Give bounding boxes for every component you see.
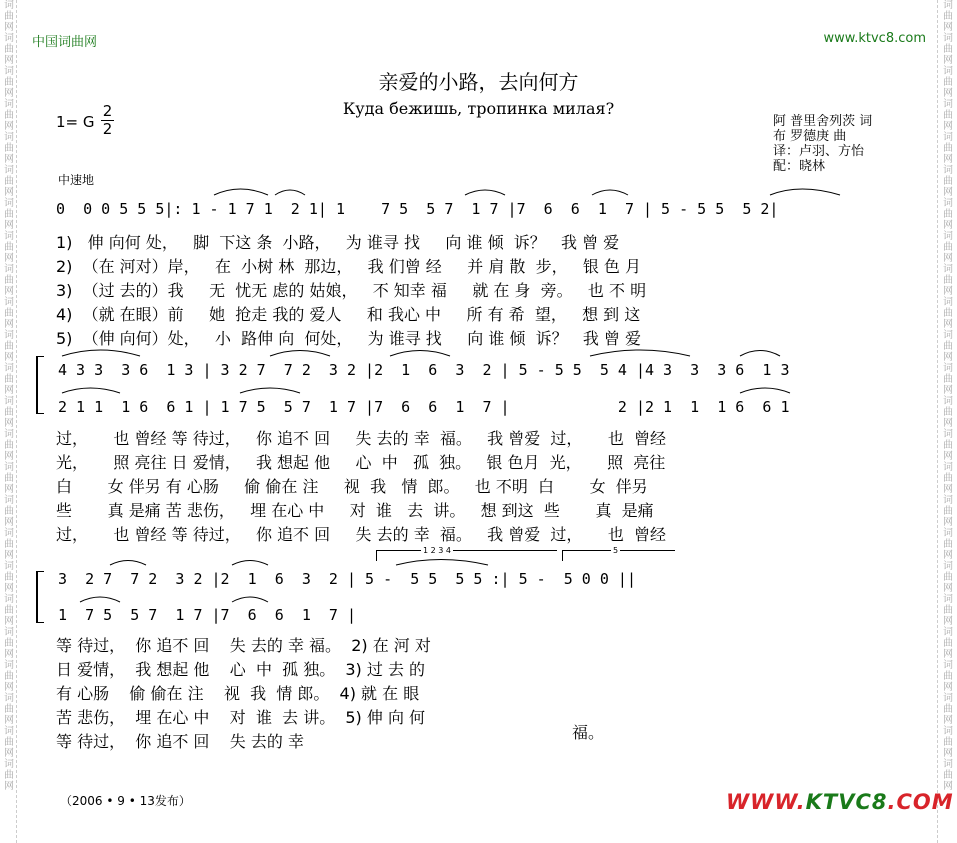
logo-part-b: KTVC8 [805, 790, 888, 814]
notes-row-1: 0 0 0 5 5 5|: 1 - 1 7 1 2 1| 1 7 5 5 7 1 7 |7 6 6 1 7 | 5 - 5 5 5 2| [56, 200, 779, 218]
watermark-glyph: 词 曲 网 [943, 330, 953, 363]
site-logo [726, 790, 954, 814]
credit-lyricist: 阿 普里舍列茨 词 [773, 114, 873, 129]
watermark-glyph: 词 曲 网 [4, 66, 14, 99]
tempo-marking: 中速地 [58, 173, 95, 187]
lyric-row-1-verse-1: 1) 伸 向何 处， 脚 下这 条 小路， 为 谁寻 找 向 谁 倾 诉？ 我 曾 爱 [56, 233, 620, 252]
watermark-glyph: 词 曲 网 [943, 0, 953, 33]
logo-part-a: WWW. [726, 790, 806, 814]
slur-arc [390, 351, 450, 357]
watermark-glyph: 词 曲 网 [4, 297, 14, 330]
lyric-row-1-verse-3: 3) （过 去的）我 无 忧无 虑的 姑娘， 不 知幸 福 就 在 身 旁。 也 不 明 [56, 281, 647, 300]
watermark-glyph: 词 曲 网 [943, 693, 953, 726]
watermark-glyph: 词 曲 网 [4, 759, 14, 792]
slur-arc [270, 351, 330, 357]
watermark-glyph: 词 曲 网 [943, 561, 953, 594]
watermark-glyph: 词 曲 网 [943, 33, 953, 66]
lyric-row-1-verse-4: 4) （就 在眼）前 她 抢走 我的 爱人 和 我心 中 所 有 希 望， 想 到 这 [56, 305, 641, 324]
watermark-glyph: 词 曲 网 [943, 132, 953, 165]
slur-arc [740, 351, 780, 357]
watermark-glyph: 词 曲 网 [4, 330, 14, 363]
watermark-glyph: 词 曲 网 [4, 462, 14, 495]
lyric-row-2-verse-4: 些 真 是痛 苦 悲伤， 埋 在心 中 对 谁 去 讲。 想 到这 些 真 是痛 [56, 501, 654, 520]
slur-arc [80, 597, 120, 602]
watermark-glyph: 词 曲 网 [943, 297, 953, 330]
watermark-glyph: 词 曲 网 [4, 627, 14, 660]
time-denominator: 2 [102, 120, 113, 138]
credit-translator: 译：卢羽、方怡 [773, 144, 865, 159]
watermark-glyph: 词 曲 网 [943, 462, 953, 495]
watermark-glyph: 词 曲 网 [943, 396, 953, 429]
slur-arc [62, 350, 140, 356]
lyric-row-2-verse-2: 光， 照 亮往 日 爱情， 我 想起 他 心 中 孤 独。 银 色月 光， 照 亮往 [56, 453, 666, 472]
lyric-row-3-verse-5: 等 待过， 你 追不 回 失 去的 幸 [56, 732, 304, 751]
lyric-row-3-verse-3: 有 心肠 偷 偷在 注 视 我 情 郎。 4) 就 在 眼 [56, 684, 420, 703]
watermark-glyph: 词 曲 网 [943, 759, 953, 792]
watermark-glyph: 词 曲 网 [4, 33, 14, 66]
slur-arc [396, 560, 488, 566]
logo-part-c: .COM [887, 790, 954, 814]
lyric-row-1-verse-2: 2) （在 河对）岸， 在 小树 林 那边， 我 们曾 经 并 肩 散 步， 银 色 月 [56, 257, 642, 276]
notes-row-2-upper: 4 3 3 3 6 1 3 | 3 2 7 7 2 3 2 |2 1 6 3 2 | 5 - 5 5 5 4 |4 3 3 3 6 1 3 [58, 361, 790, 379]
slur-arc [232, 597, 268, 602]
site-url-right: www.ktvc8.com [823, 31, 926, 46]
watermark-glyph: 词 曲 网 [4, 363, 14, 396]
lyric-row-3-verse-4: 苦 悲伤， 埋 在心 中 对 谁 去 讲。 5) 伸 向 何 [56, 708, 426, 727]
watermark-glyph: 词 曲 网 [4, 165, 14, 198]
lyric-row-3-verse-1: 等 待过， 你 追不 回 失 去的 幸 福。 2) 在 河 对 [56, 636, 431, 655]
song-title: 亲爱的小路，去向何方 [378, 70, 579, 94]
slur-arc [770, 189, 840, 195]
watermark-glyph: 词 曲 网 [943, 726, 953, 759]
slur-arc [62, 388, 120, 393]
watermark-glyph: 词 曲 网 [4, 231, 14, 264]
watermark-glyph: 词 曲 网 [4, 693, 14, 726]
watermark-glyph: 词 曲 网 [943, 495, 953, 528]
credit-composer: 布 罗德庚 曲 [773, 129, 847, 144]
slur-arc [240, 388, 300, 393]
volta-label-2: 5 [613, 546, 619, 555]
slur-arc [232, 561, 268, 566]
watermark-glyph: 词 曲 网 [4, 594, 14, 627]
slur-arc [275, 190, 305, 195]
watermark-glyph: 词 曲 网 [943, 165, 953, 198]
slur-arc [590, 350, 690, 356]
notes-row-2-lower: 2 1 1 1 6 6 1 | 1 7 5 5 7 1 7 |7 6 6 1 7 | 2 |2 1 1 1 6 6 1 [58, 398, 790, 416]
site-name-left: 中国词曲网 [32, 35, 98, 50]
credit-arranger: 配：晓林 [773, 159, 826, 174]
watermark-glyph: 词 曲 网 [943, 363, 953, 396]
key-signature: 1= G [56, 113, 95, 131]
watermark-glyph: 词 曲 网 [943, 528, 953, 561]
lyric-row-1-verse-5: 5) （伸 向何）处， 小 路伸 向 何处， 为 谁寻 找 向 谁 倾 诉？ 我 曾 爱 [56, 329, 642, 348]
watermark-glyph: 词 曲 网 [4, 495, 14, 528]
watermark-glyph: 词 曲 网 [4, 99, 14, 132]
watermark-glyph: 词 曲 网 [943, 198, 953, 231]
song-subtitle: Куда бежишь, тропинка милая? [342, 99, 615, 118]
watermark-glyph: 词 曲 网 [4, 132, 14, 165]
slur-arc [214, 189, 268, 195]
slur-arc [465, 190, 505, 195]
slur-arc [110, 561, 146, 566]
watermark-glyph: 词 曲 网 [4, 264, 14, 297]
watermark-glyph: 词 曲 网 [943, 594, 953, 627]
volta-label-1: 1 2 3 4 [423, 546, 451, 555]
time-numerator: 2 [102, 102, 113, 120]
watermark-glyph: 词 曲 网 [943, 264, 953, 297]
publish-date: （2006 • 9 • 13发布） [60, 794, 191, 808]
lyric-row-2-verse-1: 过， 也 曾经 等 待过， 你 追不 回 失 去的 幸 福。 我 曾爱 过， 也 曾经 [56, 429, 667, 448]
watermark-glyph: 词 曲 网 [4, 396, 14, 429]
lyric-row-3-verse-2: 日 爱情， 我 想起 他 心 中 孤 独。 3) 过 去 的 [56, 660, 426, 679]
notes-row-3-upper: 3 2 7 7 2 3 2 |2 1 6 3 2 | 5 - 5 5 5 5 :| 5 - 5 0 0 || [58, 570, 636, 588]
slur-arc [740, 388, 790, 393]
lyric-row-2-verse-5: 过， 也 曾经 等 待过， 你 追不 回 失 去的 幸 福。 我 曾爱 过， 也 曾经 [56, 525, 667, 544]
watermark-glyph: 词 曲 网 [4, 0, 14, 33]
watermark-glyph: 词 曲 网 [943, 660, 953, 693]
watermark-glyph: 词 曲 网 [4, 726, 14, 759]
watermark-glyph: 词 曲 网 [4, 429, 14, 462]
watermark-glyph: 词 曲 网 [943, 66, 953, 99]
watermark-glyph: 词 曲 网 [4, 561, 14, 594]
watermark-glyph: 词 曲 网 [943, 231, 953, 264]
notes-row-3-lower: 1 7 5 5 7 1 7 |7 6 6 1 7 | [58, 606, 357, 624]
lyric-row-2-verse-3: 白 女 伴另 有 心肠 偷 偷在 注 视 我 情 郎。 也 不明 白 女 伴另 [56, 477, 648, 496]
slur-arc [592, 190, 628, 195]
watermark-glyph: 词 曲 网 [4, 660, 14, 693]
watermark-glyph: 词 曲 网 [943, 627, 953, 660]
watermark-glyph: 词 曲 网 [4, 528, 14, 561]
watermark-glyph: 词 曲 网 [943, 429, 953, 462]
watermark-glyph: 词 曲 网 [943, 99, 953, 132]
watermark-glyph: 词 曲 网 [4, 198, 14, 231]
lyric-final-word: 福。 [572, 723, 605, 742]
